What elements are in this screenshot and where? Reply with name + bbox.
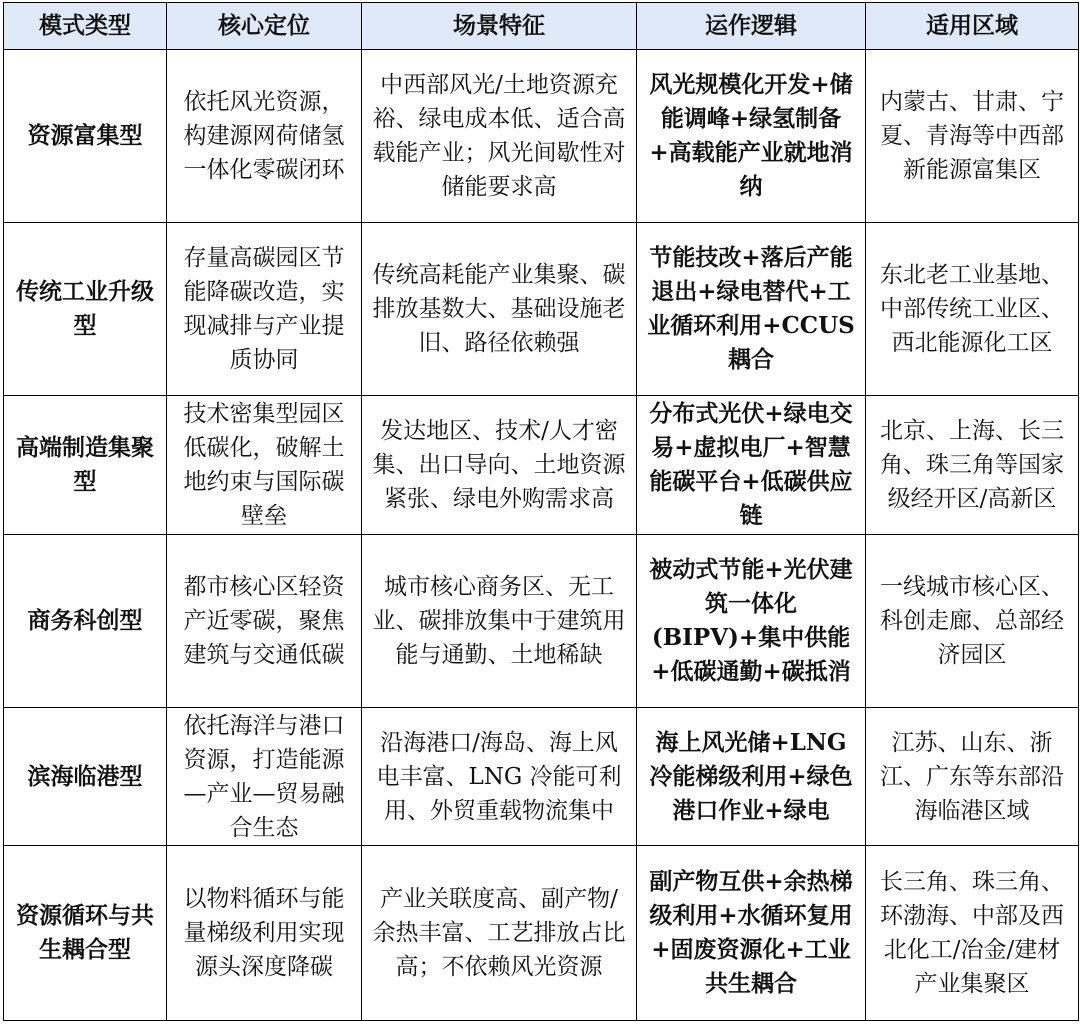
type-cell: 传统工业升级型	[4, 223, 167, 396]
logic-cell: 海上风光储+LNG 冷能梯级利用+绿色港口作业+绿电	[637, 708, 866, 846]
header-logic: 运作逻辑	[637, 3, 866, 50]
logic-cell: 分布式光伏+绿电交易+虚拟电厂+智慧能碳平台+低碳供应链	[637, 396, 866, 535]
type-cell: 资源循环与共生耦合型	[4, 846, 167, 1021]
header-positioning: 核心定位	[167, 3, 362, 50]
region-cell: 东北老工业基地、中部传统工业区、西北能源化工区	[866, 223, 1079, 396]
table-row	[4, 846, 1079, 1021]
table-row	[4, 708, 1079, 846]
scenario-cell: 城市核心商务区、无工业、碳排放集中于建筑用能与通勤、土地稀缺	[362, 535, 637, 708]
region-cell: 江苏、山东、浙江、广东等东部沿海临港区域	[866, 708, 1079, 846]
header-type: 模式类型	[4, 3, 167, 50]
logic-cell: 风光规模化开发+储能调峰+绿氢制备+高载能产业就地消纳	[637, 50, 866, 223]
positioning-cell: 存量高碳园区节能降碳改造，实现减排与产业提质协同	[167, 223, 362, 396]
region-cell: 北京、上海、长三角、珠三角等国家级经开区/高新区	[866, 396, 1079, 535]
table-row	[4, 396, 1079, 535]
scenario-cell: 中西部风光/土地资源充裕、绿电成本低、适合高载能产业；风光间歇性对储能要求高	[362, 50, 637, 223]
header-scenario: 场景特征	[362, 3, 637, 50]
positioning-cell: 技术密集型园区低碳化，破解土地约束与国际碳壁垒	[167, 396, 362, 535]
positioning-cell: 都市核心区轻资产近零碳，聚焦建筑与交通低碳	[167, 535, 362, 708]
positioning-cell: 依托海洋与港口资源，打造能源—产业—贸易融合生态	[167, 708, 362, 846]
type-cell: 高端制造集聚型	[4, 396, 167, 535]
logic-cell: 节能技改+落后产能退出+绿电替代+工业循环利用+CCUS 耦合	[637, 223, 866, 396]
table-row	[4, 223, 1079, 396]
logic-cell: 副产物互供+余热梯级利用+水循环复用+固废资源化+工业共生耦合	[637, 846, 866, 1021]
scenario-cell: 发达地区、技术/人才密集、出口导向、土地资源紧张、绿电外购需求高	[362, 396, 637, 535]
region-cell: 内蒙古、甘肃、宁夏、青海等中西部新能源富集区	[866, 50, 1079, 223]
park-mode-table	[3, 2, 1079, 1021]
scenario-cell: 产业关联度高、副产物/余热丰富、工艺排放占比高；不依赖风光资源	[362, 846, 637, 1021]
type-cell: 滨海临港型	[4, 708, 167, 846]
table-row	[4, 535, 1079, 708]
positioning-cell: 以物料循环与能量梯级利用实现源头深度降碳	[167, 846, 362, 1021]
logic-cell: 被动式节能+光伏建筑一体化(BIPV)+集中供能+低碳通勤+碳抵消	[637, 535, 866, 708]
region-cell: 一线城市核心区、科创走廊、总部经济园区	[866, 535, 1079, 708]
type-cell: 资源富集型	[4, 50, 167, 223]
header-row	[4, 3, 1079, 50]
table-row	[4, 50, 1079, 223]
scenario-cell: 传统高耗能产业集聚、碳排放基数大、基础设施老旧、路径依赖强	[362, 223, 637, 396]
scenario-cell: 沿海港口/海岛、海上风电丰富、LNG 冷能可利用、外贸重载物流集中	[362, 708, 637, 846]
region-cell: 长三角、珠三角、环渤海、中部及西北化工/冶金/建材产业集聚区	[866, 846, 1079, 1021]
type-cell: 商务科创型	[4, 535, 167, 708]
positioning-cell: 依托风光资源，构建源网荷储氢一体化零碳闭环	[167, 50, 362, 223]
header-region: 适用区域	[866, 3, 1079, 50]
